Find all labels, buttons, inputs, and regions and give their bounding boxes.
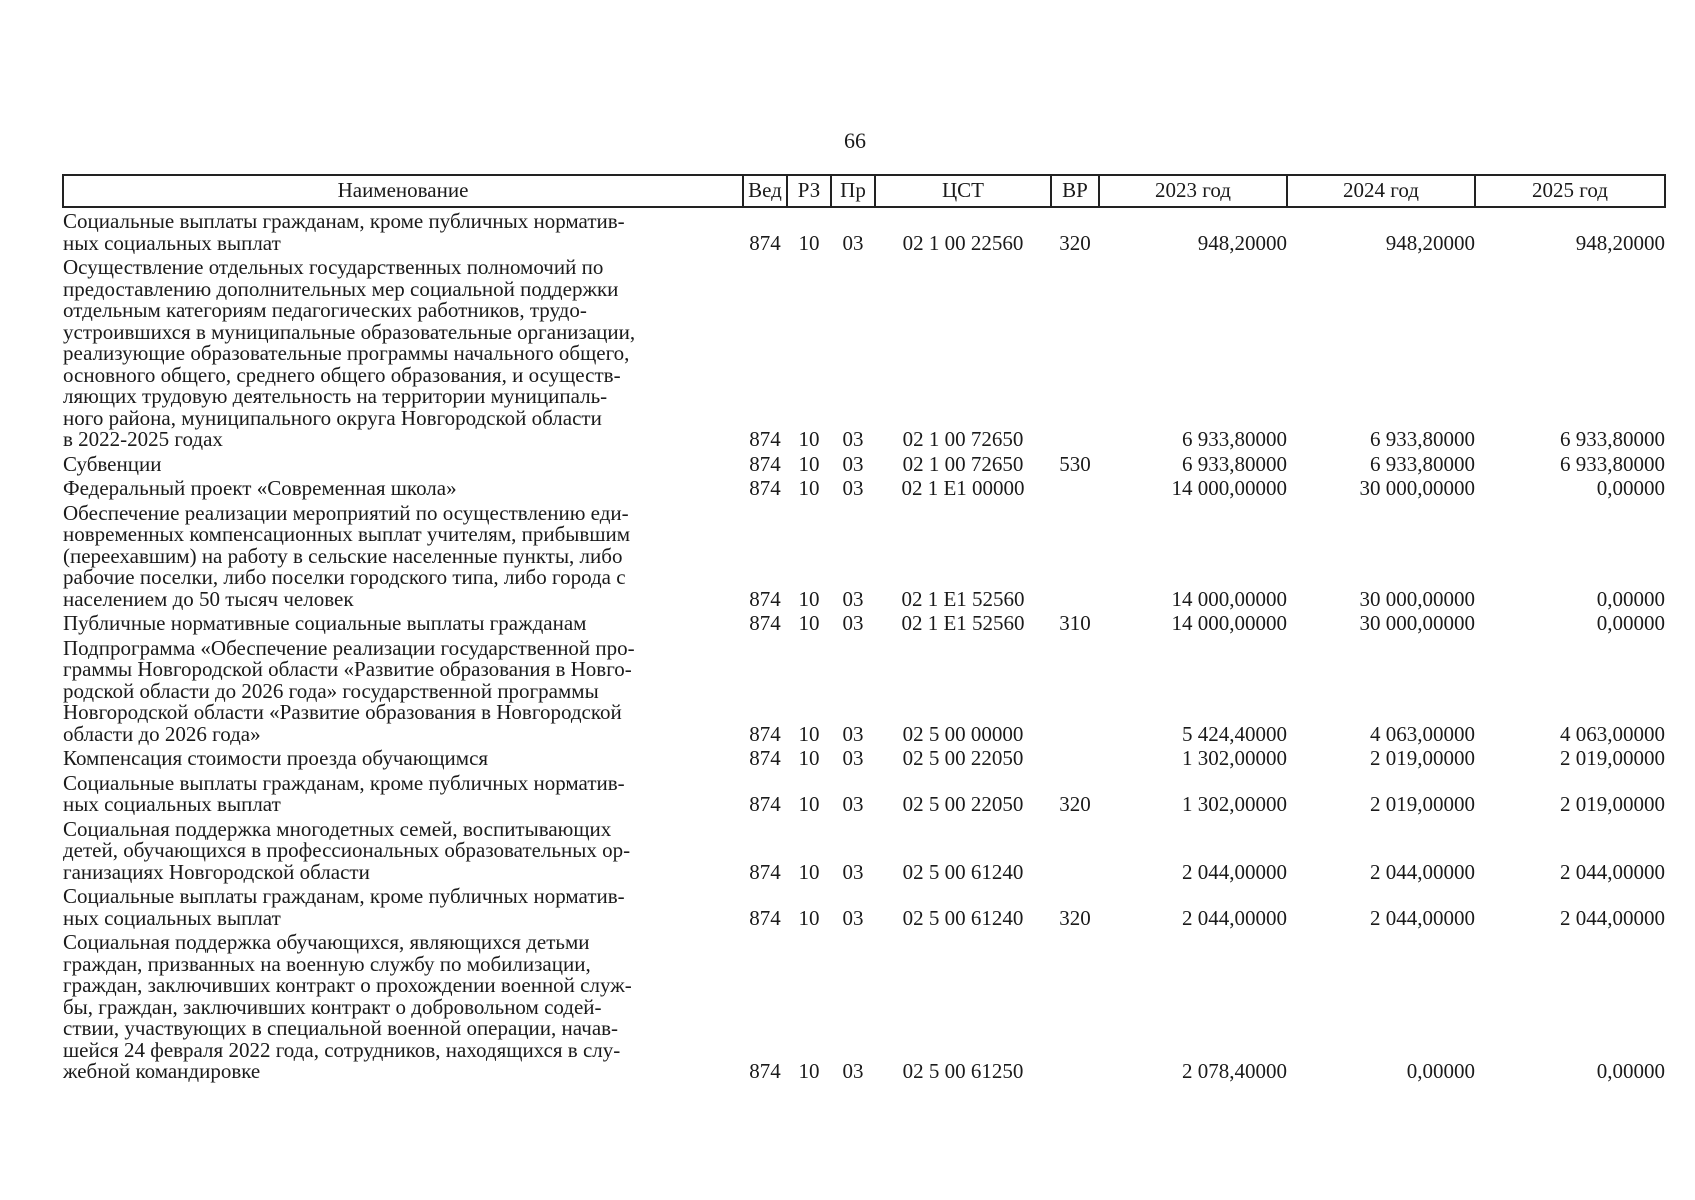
cell-2025: 948,20000: [1575, 230, 1665, 255]
cell-ved: 874: [749, 792, 781, 816]
cell-2025: 2 019,00000: [1560, 792, 1665, 816]
page-number: 66: [844, 128, 866, 153]
cell-2023: 5 424,40000: [1182, 721, 1287, 746]
cell-name: [63, 610, 743, 635]
cell-vr: 310: [1059, 611, 1091, 635]
name-line: Подпрограмма «Обеспечение реализации государственной про-: [63, 635, 635, 660]
table-row: [63, 610, 1665, 635]
cell-pr: 03: [842, 746, 864, 770]
cell-rz: 10: [798, 230, 820, 255]
header-vr: ВР: [1051, 175, 1099, 207]
cell-2025: 4 063,00000: [1560, 721, 1665, 746]
cell-cst: 02 5 00 61240: [902, 859, 1024, 884]
cell-2025: 0,00000: [1596, 586, 1665, 611]
name-line: Компенсация стоимости проезда обучающимся: [63, 746, 489, 770]
cell-cst: 02 1 E1 00000: [901, 476, 1025, 500]
name-line: граждан, призванных на военную службу по мобилизации,: [63, 951, 591, 976]
name-line: граждан, заключивших контракт о прохождении военной служ-: [63, 973, 632, 997]
name-line: детей, обучающихся в профессиональных образовательных ор-: [63, 838, 631, 862]
name-line: жебной командировке: [63, 1059, 261, 1083]
name-line: ных социальных выплат: [63, 230, 281, 255]
header-pr: Пр: [831, 175, 875, 207]
cell-2024: 6 933,80000: [1370, 451, 1475, 476]
table-row: [63, 883, 1665, 929]
cell-vr: [1051, 745, 1099, 770]
cell-2025: 6 933,80000: [1560, 451, 1665, 476]
name-line: Социальная поддержка обучающихся, являющихся детьми: [63, 930, 590, 954]
cell-ved: 874: [749, 905, 781, 930]
cell-pr: 03: [842, 611, 864, 635]
cell-rz: 10: [798, 721, 820, 746]
name-line: ляющих трудовую деятельность на территории муниципаль-: [63, 384, 608, 408]
cell-ved: 874: [749, 611, 781, 635]
table-row: [63, 475, 1665, 500]
cell-2023: 6 933,80000: [1182, 451, 1287, 476]
cell-cst: 02 5 00 61250: [902, 1059, 1024, 1083]
cell-ved: 874: [749, 427, 781, 451]
cell-2024: 2 044,00000: [1370, 859, 1475, 884]
name-line: Федеральный проект «Современная школа»: [63, 476, 457, 500]
table-row: [63, 929, 1665, 1083]
name-line: предоставлению дополнительных мер социальной поддержки: [63, 276, 619, 301]
header-name: Наименование: [63, 175, 743, 207]
cell-pr: 03: [842, 1059, 864, 1083]
cell-ved: 874: [749, 230, 781, 255]
cell-pr: 03: [842, 792, 864, 816]
name-line: Обеспечение реализации мероприятий по осуществлению еди-: [63, 500, 629, 525]
cell-pr: 03: [842, 427, 864, 451]
name-line: Осуществление отдельных государственных полномочий по: [63, 255, 604, 279]
name-line: ных социальных выплат: [63, 792, 281, 816]
cell-2025: 2 044,00000: [1560, 905, 1665, 930]
cell-vr: [1051, 500, 1099, 611]
name-line: в 2022-2025 годах: [63, 427, 223, 451]
cell-vr: 320: [1059, 792, 1091, 816]
cell-rz: 10: [798, 746, 820, 770]
name-line: Социальная поддержка многодетных семей, воспитывающих: [63, 816, 612, 841]
cell-2025: 0,00000: [1596, 476, 1665, 500]
name-line: шейся 24 февраля 2022 года, сотрудников, находящихся в слу-: [63, 1037, 621, 1062]
cell-pr: 03: [842, 859, 864, 884]
header-2024: 2024 год: [1287, 175, 1475, 207]
cell-2024: 0,00000: [1406, 1059, 1475, 1083]
cell-vr: [1051, 929, 1099, 1083]
cell-ved: 874: [749, 1059, 781, 1083]
name-line: граммы Новгородской области «Развитие образования в Новго-: [63, 657, 632, 681]
name-line: Новгородской области «Развитие образования в Новгородской: [63, 700, 622, 724]
name-line: бы, граждан, заключивших контракт о добровольном содей-: [63, 994, 602, 1019]
cell-pr: 03: [842, 230, 864, 255]
cell-rz: 10: [798, 905, 820, 930]
budget-table: [62, 174, 1666, 1083]
cell-pr: 03: [842, 476, 864, 500]
cell-2024: 30 000,00000: [1359, 586, 1475, 611]
cell-cst: 02 5 00 22050: [902, 792, 1024, 816]
cell-pr: 03: [842, 905, 864, 930]
cell-cst: 02 5 00 22050: [902, 746, 1024, 770]
cell-cst: 02 1 00 72650: [902, 451, 1024, 476]
cell-name: [63, 745, 743, 770]
cell-ved: 874: [749, 746, 781, 770]
name-line: ного района, муниципального округа Новгородской области: [63, 405, 602, 430]
cell-rz: 10: [798, 451, 820, 476]
name-line: ствии, участвующих в специальной военной операции, начав-: [63, 1016, 619, 1040]
table-row: [63, 745, 1665, 770]
table-row: [63, 207, 1665, 254]
cell-vr: 320: [1059, 905, 1091, 930]
table-row: [63, 500, 1665, 611]
name-line: реализующие образовательные программы начального общего,: [63, 341, 630, 365]
cell-vr: 530: [1059, 451, 1091, 476]
cell-name: [63, 816, 743, 884]
cell-cst: 02 1 E1 52560: [901, 611, 1025, 635]
cell-cst: 02 5 00 00000: [902, 721, 1024, 746]
cell-name: [63, 451, 743, 476]
table-row: [63, 254, 1665, 451]
cell-2024: 2 044,00000: [1370, 905, 1475, 930]
cell-vr: 320: [1059, 230, 1091, 255]
cell-2023: 948,20000: [1197, 230, 1287, 255]
cell-vr: [1051, 635, 1099, 746]
cell-cst: 02 5 00 61240: [902, 905, 1024, 930]
name-line: рабочие поселки, либо поселки городского типа, либо города с: [63, 565, 626, 589]
name-line: Социальные выплаты гражданам, кроме публичных норматив-: [63, 884, 625, 908]
table-header-row: [63, 175, 1665, 207]
cell-vr: [1051, 816, 1099, 884]
name-line: Публичные нормативные социальные выплаты гражданам: [63, 611, 587, 635]
cell-2023: 14 000,00000: [1171, 586, 1287, 611]
cell-2023: 14 000,00000: [1171, 611, 1287, 635]
name-line: Социальные выплаты гражданам, кроме публичных норматив-: [63, 770, 625, 795]
cell-name: [63, 770, 743, 816]
cell-name: [63, 475, 743, 500]
cell-2023: 2 044,00000: [1182, 859, 1287, 884]
cell-2024: 2 019,00000: [1370, 746, 1475, 770]
cell-cst: 02 1 00 72650: [902, 427, 1024, 451]
cell-2025: 2 019,00000: [1560, 746, 1665, 770]
cell-2024: 6 933,80000: [1370, 427, 1475, 451]
cell-2023: 2 044,00000: [1182, 905, 1287, 930]
cell-cst: 02 1 00 22560: [902, 230, 1024, 255]
cell-2024: 30 000,00000: [1359, 476, 1475, 500]
name-line: Социальные выплаты гражданам, кроме публичных норматив-: [63, 209, 625, 233]
name-line: ганизациях Новгородской области: [63, 859, 370, 884]
header-cst: ЦСТ: [875, 175, 1051, 207]
cell-2024: 948,20000: [1385, 230, 1475, 255]
name-line: родской области до 2026 года» государственной программы: [63, 678, 599, 703]
cell-vr: [1051, 475, 1099, 500]
cell-ved: 874: [749, 721, 781, 746]
cell-ved: 874: [749, 451, 781, 476]
cell-pr: 03: [842, 451, 864, 476]
cell-rz: 10: [798, 1059, 820, 1083]
cell-2025: 2 044,00000: [1560, 859, 1665, 884]
cell-name: [63, 207, 743, 254]
cell-2025: 0,00000: [1596, 1059, 1665, 1083]
name-line: отдельным категориям педагогических работников, трудо-: [63, 298, 587, 322]
name-line: устроившихся в муниципальные образовательные организации,: [63, 319, 636, 344]
name-line: населением до 50 тысяч человек: [63, 586, 354, 611]
cell-2024: 4 063,00000: [1370, 721, 1475, 746]
cell-rz: 10: [798, 859, 820, 884]
name-line: основного общего, среднего общего образования, и осуществ-: [63, 362, 621, 387]
table-row: [63, 816, 1665, 884]
cell-name: [63, 500, 743, 611]
cell-rz: 10: [798, 476, 820, 500]
cell-pr: 03: [842, 586, 864, 611]
cell-2023: 1 302,00000: [1182, 792, 1287, 816]
cell-ved: 874: [749, 476, 781, 500]
table-row: [63, 451, 1665, 476]
header-rz: РЗ: [787, 175, 831, 207]
cell-rz: 10: [798, 586, 820, 611]
header-ved: Вед: [743, 175, 787, 207]
name-line: области до 2026 года»: [63, 721, 261, 746]
cell-name: [63, 635, 743, 746]
cell-rz: 10: [798, 611, 820, 635]
cell-2023: 6 933,80000: [1182, 427, 1287, 451]
cell-cst: 02 1 E1 52560: [901, 586, 1025, 611]
cell-name: [63, 929, 743, 1083]
table-row: [63, 635, 1665, 746]
header-2025: 2025 год: [1475, 175, 1665, 207]
name-line: (переехавшим) на работу в сельские населенные пункты, либо: [63, 543, 623, 568]
cell-pr: 03: [842, 721, 864, 746]
cell-rz: 10: [798, 427, 820, 451]
cell-2023: 2 078,40000: [1182, 1059, 1287, 1083]
table-row: [63, 770, 1665, 816]
cell-2024: 30 000,00000: [1359, 611, 1475, 635]
name-line: ных социальных выплат: [63, 905, 281, 930]
cell-rz: 10: [798, 792, 820, 816]
cell-2025: 0,00000: [1596, 611, 1665, 635]
cell-ved: 874: [749, 859, 781, 884]
cell-name: [63, 254, 743, 451]
cell-2025: 6 933,80000: [1560, 427, 1665, 451]
cell-2024: 2 019,00000: [1370, 792, 1475, 816]
cell-vr: [1051, 254, 1099, 451]
header-2023: 2023 год: [1099, 175, 1287, 207]
name-line: Субвенции: [63, 451, 162, 476]
cell-name: [63, 883, 743, 929]
name-line: новременных компенсационных выплат учителям, прибывшим: [63, 522, 631, 546]
cell-2023: 1 302,00000: [1182, 746, 1287, 770]
table-body: [63, 207, 1665, 1083]
cell-ved: 874: [749, 586, 781, 611]
cell-2023: 14 000,00000: [1171, 476, 1287, 500]
